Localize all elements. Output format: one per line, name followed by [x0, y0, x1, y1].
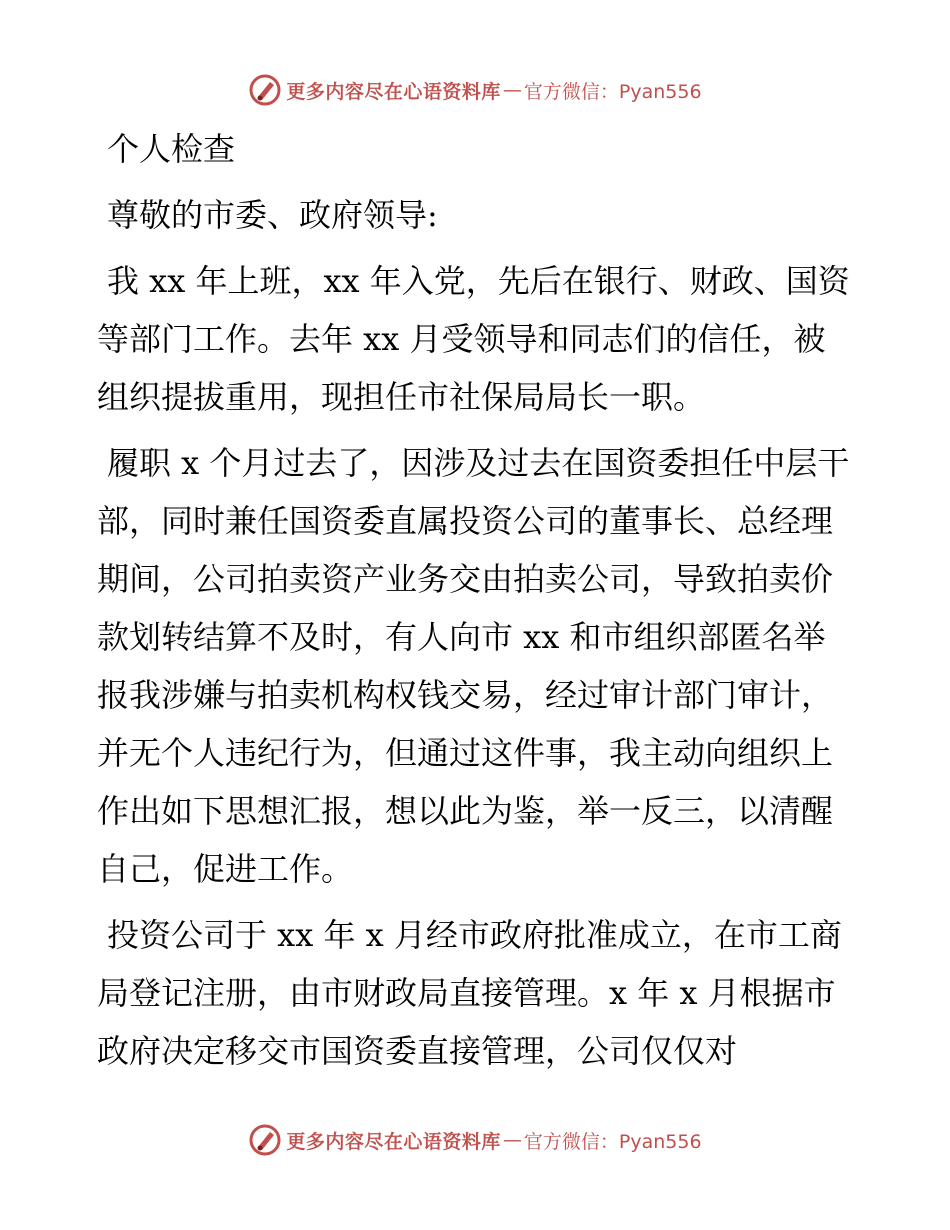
pen-logo-icon: [248, 73, 282, 107]
watermark-header: [0, 70, 950, 110]
watermark-separator: —: [502, 79, 522, 101]
watermark-separator: —: [502, 1129, 522, 1151]
paragraph: 我 xx 年上班，xx 年入党，先后在银行、财政、国资等部门工作。去年 xx 月受领导和同志们的信任，被组织提拔重用，现担任市社保局局长一职。: [97, 262, 850, 416]
document-title: 个人检查: [107, 130, 236, 168]
watermark-brand: 更多内容尽在心语资料库: [286, 1130, 501, 1153]
document-salutation: 尊敬的市委、政府领导:: [107, 196, 438, 234]
paragraph: 投资公司于 xx 年 x 月经市政府批准成立，在市工商局登记注册，由市财政局直接管理。x 年 x 月根据市政府决定移交市国资委直接管理，公司仅仅对: [97, 916, 842, 1070]
watermark-footer: [0, 1120, 950, 1160]
watermark-brand: 更多内容尽在心语资料库: [286, 80, 501, 103]
pen-logo-icon: [248, 1123, 282, 1157]
watermark-official: 官方微信：Pyan556: [523, 1130, 702, 1153]
document-body: [97, 120, 857, 1088]
watermark-official: 官方微信：Pyan556: [523, 80, 702, 103]
paragraph: 履职 x 个月过去了，因涉及过去在国资委担任中层干部，同时兼任国资委直属投资公司的董事长、总经理期间，公司拍卖资产业务交由拍卖公司，导致拍卖价款划转结算不及时，有人向市 xx 和市组织部匿名举报我涉嫌与拍卖机构权钱交易，经过审计部门审计，并无个人违纪行为，但通过这件事，我主动向组织上作出如下思想汇报，想以此为鉴，举一反三，以清醒自己，促进工作。: [97, 444, 850, 888]
